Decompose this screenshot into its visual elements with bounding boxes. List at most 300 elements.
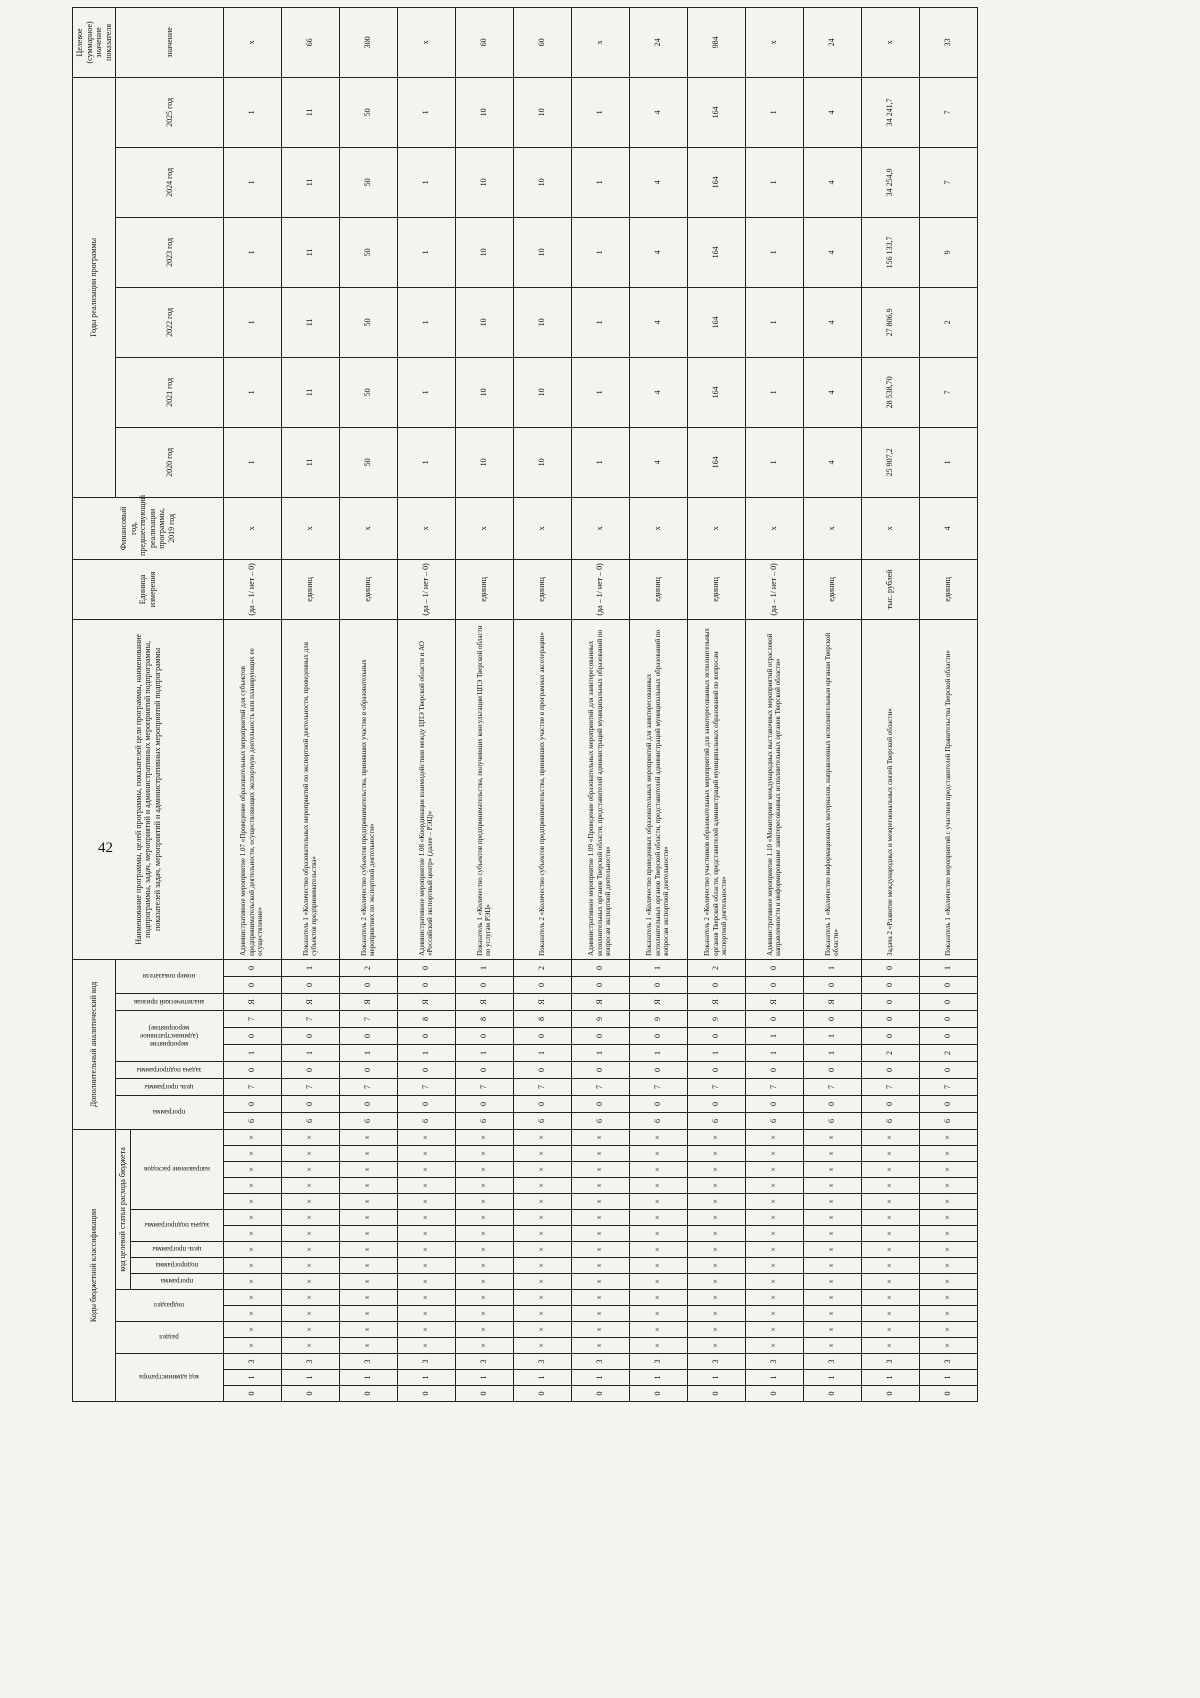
row-base-year-value: x [397, 497, 455, 559]
row-year-value: 10 [455, 357, 513, 427]
kbk-empty-cell: × [513, 1194, 571, 1210]
admin-code-digit: 3 [861, 1354, 919, 1370]
row-name: Административное мероприятие 1.09 «Проведение образовательных мероприятий для заинтересованных исполнительных органов Тверской области, представителей администраций муниципальных образований по вопросам экспортной деятельности» [571, 619, 629, 959]
row-base-year-value: x [513, 497, 571, 559]
dop-code-digit: 0 [339, 976, 397, 993]
dop-code-digit: 0 [745, 1095, 803, 1112]
row-year-value: 10 [455, 427, 513, 497]
dop-code-digit: 0 [629, 1027, 687, 1044]
admin-code-digit: 0 [513, 1386, 571, 1402]
dop-code-digit: 0 [223, 976, 281, 993]
year-2025-header: 2025 год [116, 77, 224, 147]
kbk-empty-cell: × [861, 1210, 919, 1226]
admin-code-digit: 1 [339, 1370, 397, 1386]
table-row [281, 7, 339, 1401]
base-year-header: Финансовый год, предшествующий реализации программы, 2019 год [73, 497, 224, 559]
kbk-empty-cell: × [455, 1178, 513, 1194]
dop-code-digit: 0 [281, 1027, 339, 1044]
dop-code-digit: 0 [629, 1095, 687, 1112]
kbk-empty-cell: × [919, 1146, 977, 1162]
row-year-value: 1 [397, 427, 455, 497]
kbk-empty-cell: × [455, 1290, 513, 1306]
dop-code-digit: Я [745, 993, 803, 1010]
kbk-empty-cell: × [803, 1194, 861, 1210]
kbk-empty-cell: × [397, 1226, 455, 1242]
kbk-empty-cell: × [629, 1194, 687, 1210]
kbk-empty-cell: × [571, 1322, 629, 1338]
kbk-empty-cell: × [281, 1274, 339, 1290]
dop-code-digit: 0 [513, 976, 571, 993]
dop-code-digit: Я [571, 993, 629, 1010]
row-base-year-value: x [339, 497, 397, 559]
dop-programma-header: программа [116, 1095, 224, 1129]
years-title: Годы реализации программы [73, 77, 116, 497]
kbk-empty-cell: × [281, 1306, 339, 1322]
admin-code-digit: 3 [455, 1354, 513, 1370]
admin-code-digit: 0 [861, 1386, 919, 1402]
kbk-empty-cell: × [803, 1129, 861, 1145]
row-unit: тыс. рублей [861, 559, 919, 619]
dop-code-digit: 1 [803, 1027, 861, 1044]
kbk-empty-cell: × [803, 1274, 861, 1290]
kbk-empty-cell: × [513, 1274, 571, 1290]
row-year-value: 164 [687, 217, 745, 287]
kbk-empty-cell: × [687, 1146, 745, 1162]
kbk-empty-cell: × [861, 1274, 919, 1290]
kbk-empty-cell: × [223, 1290, 281, 1306]
row-year-value: 4 [803, 147, 861, 217]
kbk-empty-cell: × [919, 1306, 977, 1322]
admin-code-digit: 0 [223, 1386, 281, 1402]
kbk-empty-cell: × [919, 1242, 977, 1258]
row-year-value: 4 [803, 217, 861, 287]
row-name: Административное мероприятие 1.07 «Проведение образовательных мероприятий для субъектов предпринимательской деятельности, осуществляющих экспортную деятельность или планирующих ее осуществление» [223, 619, 281, 959]
dop-code-digit: 0 [919, 1010, 977, 1027]
dop-code-digit: 0 [455, 976, 513, 993]
kbk-empty-cell: × [281, 1178, 339, 1194]
row-year-value: 50 [339, 77, 397, 147]
kbk-empty-cell: × [223, 1322, 281, 1338]
row-target-value: 984 [687, 7, 745, 77]
kbk-empty-cell: × [803, 1258, 861, 1274]
kbk-empty-cell: × [919, 1178, 977, 1194]
row-year-value: 1 [571, 77, 629, 147]
kbk-empty-cell: × [223, 1194, 281, 1210]
row-name: Показатель 2 «Количество субъектов предпринимательства, принявших участие в программах акселерации» [513, 619, 571, 959]
row-year-value: 10 [455, 287, 513, 357]
nomer-header: номер показателя [116, 959, 224, 993]
kbk-empty-cell: × [281, 1226, 339, 1242]
dop-code-digit: 7 [629, 1078, 687, 1095]
dop-code-digit: 7 [687, 1078, 745, 1095]
row-target-value: 66 [281, 7, 339, 77]
kbk-empty-cell: × [339, 1306, 397, 1322]
row-year-value: 10 [455, 217, 513, 287]
kbk-empty-cell: × [339, 1274, 397, 1290]
dop-code-digit: 0 [223, 959, 281, 976]
dop-code-digit: 9 [571, 1010, 629, 1027]
kbk-empty-cell: × [745, 1210, 803, 1226]
row-year-value: 164 [687, 287, 745, 357]
dop-code-digit: 0 [513, 1095, 571, 1112]
row-year-value: 4 [629, 147, 687, 217]
dop-code-digit: Я [223, 993, 281, 1010]
row-unit: единиц [455, 559, 513, 619]
admin-code-digit: 0 [687, 1386, 745, 1402]
kbk-empty-cell: × [281, 1242, 339, 1258]
kbk-empty-cell: × [919, 1162, 977, 1178]
admin-code-digit: 0 [919, 1386, 977, 1402]
dop-code-digit: 0 [281, 976, 339, 993]
kbk-empty-cell: × [397, 1242, 455, 1258]
podrazdel-header: подраздел [116, 1290, 224, 1322]
kbk-empty-cell: × [397, 1306, 455, 1322]
dop-code-digit: 7 [861, 1078, 919, 1095]
admin-code-digit: 3 [803, 1354, 861, 1370]
dop-code-digit: 0 [803, 1010, 861, 1027]
kbk-empty-cell: × [861, 1129, 919, 1145]
kbk-empty-cell: × [919, 1258, 977, 1274]
kcsr-header: код целевой статьи расхода бюджета [116, 1129, 131, 1289]
row-base-year-value: x [745, 497, 803, 559]
table-row [687, 7, 745, 1401]
dop-code-digit: 1 [281, 1044, 339, 1061]
row-base-year-value: x [629, 497, 687, 559]
admin-code-digit: 0 [339, 1386, 397, 1402]
kbk-empty-cell: × [281, 1258, 339, 1274]
kbk-empty-cell: × [687, 1242, 745, 1258]
row-target-value: 60 [455, 7, 513, 77]
kbk-empty-cell: × [861, 1146, 919, 1162]
dop-code-digit: 0 [861, 1061, 919, 1078]
row-year-value: 10 [513, 287, 571, 357]
kbk-empty-cell: × [919, 1338, 977, 1354]
row-year-value: 4 [803, 427, 861, 497]
dop-code-digit: 0 [687, 1095, 745, 1112]
year-2022-header: 2022 год [116, 287, 224, 357]
kbk-empty-cell: × [455, 1258, 513, 1274]
row-year-value: 1 [397, 77, 455, 147]
dop-code-digit: 7 [513, 1078, 571, 1095]
kbk-empty-cell: × [397, 1258, 455, 1274]
dop-code-digit: 1 [455, 1044, 513, 1061]
razdel-header: раздел [116, 1322, 224, 1354]
row-year-value: 10 [513, 217, 571, 287]
admin-code-digit: 3 [397, 1354, 455, 1370]
row-name: Показатель 1 «Количество субъектов предпринимательства, получивших консультации ЦПЭ Тверской области по услугам РЭЦ» [455, 619, 513, 959]
dop-code-digit: 0 [687, 976, 745, 993]
dop-code-digit: 2 [339, 959, 397, 976]
row-name: Показатель 1 «Количество информационных материалов, направленных исполнительным органам Тверской области» [803, 619, 861, 959]
dop-code-digit: 0 [861, 959, 919, 976]
kbk-empty-cell: × [339, 1226, 397, 1242]
row-year-value: 1 [397, 357, 455, 427]
row-target-value: 300 [339, 7, 397, 77]
row-target-value: 24 [629, 7, 687, 77]
dop-code-digit: 1 [745, 1044, 803, 1061]
kbk-empty-cell: × [745, 1274, 803, 1290]
kbk-empty-cell: × [861, 1306, 919, 1322]
kbk-empty-cell: × [629, 1162, 687, 1178]
kbk-empty-cell: × [571, 1194, 629, 1210]
kbk-empty-cell: × [397, 1322, 455, 1338]
kbk-empty-cell: × [687, 1274, 745, 1290]
kbk-empty-cell: × [687, 1129, 745, 1145]
table-row [455, 7, 513, 1401]
row-year-value: 1 [745, 427, 803, 497]
admin-code-digit: 3 [339, 1354, 397, 1370]
kbk-empty-cell: × [629, 1290, 687, 1306]
dop-code-digit: 2 [513, 959, 571, 976]
dop-code-digit: 1 [455, 959, 513, 976]
kbk-empty-cell: × [745, 1322, 803, 1338]
kbk-empty-cell: × [223, 1242, 281, 1258]
programma-header: программа [130, 1274, 223, 1290]
dop-code-digit: 0 [571, 1027, 629, 1044]
table-row [339, 7, 397, 1401]
kbk-empty-cell: × [281, 1129, 339, 1145]
admin-code-digit: 1 [513, 1370, 571, 1386]
row-unit: единиц [919, 559, 977, 619]
dop-code-digit: 9 [687, 1010, 745, 1027]
row-unit: единиц [513, 559, 571, 619]
row-year-value: 10 [513, 427, 571, 497]
kbk-empty-cell: × [687, 1226, 745, 1242]
row-year-value: 164 [687, 427, 745, 497]
dop-code-digit: 0 [919, 976, 977, 993]
kbk-empty-cell: × [629, 1322, 687, 1338]
dop-code-digit: 0 [919, 993, 977, 1010]
row-base-year-value: x [571, 497, 629, 559]
kbk-empty-cell: × [397, 1274, 455, 1290]
row-year-value: 1 [571, 427, 629, 497]
target-title: Целевое (суммарное) значение показателя [73, 7, 116, 77]
dop-code-digit: 0 [397, 1027, 455, 1044]
row-unit: (да – 1/ нет – 0) [397, 559, 455, 619]
kbk-empty-cell: × [281, 1322, 339, 1338]
admin-code-digit: 3 [513, 1354, 571, 1370]
kbk-empty-cell: × [803, 1162, 861, 1178]
row-year-value: 4 [803, 77, 861, 147]
dop-code-digit: 7 [571, 1078, 629, 1095]
kbk-empty-cell: × [919, 1226, 977, 1242]
row-unit: (да – 1/ нет – 0) [745, 559, 803, 619]
kbk-empty-cell: × [745, 1194, 803, 1210]
kbk-empty-cell: × [397, 1129, 455, 1145]
kbk-empty-cell: × [339, 1178, 397, 1194]
dop-code-digit: 0 [571, 1061, 629, 1078]
dop-code-digit: 0 [919, 1061, 977, 1078]
target-value-header: значение [116, 7, 224, 77]
dop-code-digit: 6 [629, 1112, 687, 1129]
kbk-empty-cell: × [571, 1258, 629, 1274]
dop-code-digit: 0 [803, 1061, 861, 1078]
table-row [513, 7, 571, 1401]
dop-code-digit: 0 [629, 1061, 687, 1078]
kbk-empty-cell: × [687, 1306, 745, 1322]
kbk-empty-cell: × [687, 1258, 745, 1274]
podprogramma-header: подпрограмма [130, 1258, 223, 1274]
row-year-value: 50 [339, 217, 397, 287]
kbk-empty-cell: × [803, 1322, 861, 1338]
kbk-empty-cell: × [281, 1290, 339, 1306]
kbk-empty-cell: × [281, 1210, 339, 1226]
kbk-empty-cell: × [629, 1146, 687, 1162]
kbk-empty-cell: × [687, 1194, 745, 1210]
kbk-empty-cell: × [861, 1194, 919, 1210]
kbk-empty-cell: × [339, 1322, 397, 1338]
kbk-empty-cell: × [687, 1178, 745, 1194]
kbk-empty-cell: × [919, 1210, 977, 1226]
row-year-value: 1 [745, 287, 803, 357]
dop-code-digit: 0 [513, 1027, 571, 1044]
row-year-value: 1 [223, 287, 281, 357]
row-base-year-value: x [455, 497, 513, 559]
dop-code-digit: 0 [803, 976, 861, 993]
kbk-empty-cell: × [629, 1306, 687, 1322]
dop-code-digit: 2 [861, 1044, 919, 1061]
kbk-empty-cell: × [513, 1242, 571, 1258]
admin-code-digit: 0 [629, 1386, 687, 1402]
kbk-empty-cell: × [687, 1322, 745, 1338]
dop-code-digit: 0 [339, 1061, 397, 1078]
kbk-empty-cell: × [745, 1242, 803, 1258]
kbk-empty-cell: × [571, 1306, 629, 1322]
dop-code-digit: 0 [745, 1061, 803, 1078]
dop-code-digit: 1 [919, 959, 977, 976]
dop-code-digit: 0 [861, 1027, 919, 1044]
kbk-empty-cell: × [919, 1129, 977, 1145]
kbk-empty-cell: × [571, 1242, 629, 1258]
dop-code-digit: 7 [223, 1078, 281, 1095]
row-year-value: 10 [513, 147, 571, 217]
row-base-year-value: x [687, 497, 745, 559]
row-name: Административное мероприятие 1.10 «Мониторинг международных выставочных мероприятий отраслевой направленности и информирование заинтересованных исполнительных органов Тверской области» [745, 619, 803, 959]
kbk-empty-cell: × [397, 1162, 455, 1178]
kbk-empty-cell: × [513, 1322, 571, 1338]
row-unit: (да – 1/ нет – 0) [223, 559, 281, 619]
kbk-empty-cell: × [513, 1178, 571, 1194]
dop-code-digit: 0 [223, 1027, 281, 1044]
kbk-empty-cell: × [223, 1258, 281, 1274]
row-year-value: 27 806,9 [861, 287, 919, 357]
kbk-empty-cell: × [223, 1129, 281, 1145]
row-year-value: 11 [281, 427, 339, 497]
admin-code-digit: 3 [919, 1354, 977, 1370]
year-2024-header: 2024 год [116, 147, 224, 217]
row-name: Показатель 1 «Количество образовательных мероприятий по экспортной деятельности, проведенных для субъектов предпринимательства» [281, 619, 339, 959]
dop-code-digit: 7 [339, 1078, 397, 1095]
dop-code-digit: 8 [513, 1010, 571, 1027]
dop-code-digit: 0 [629, 976, 687, 993]
row-year-value: 4 [629, 217, 687, 287]
row-year-value: 1 [223, 77, 281, 147]
dop-code-digit: 0 [687, 1061, 745, 1078]
admin-code-digit: 1 [281, 1370, 339, 1386]
row-year-value: 4 [629, 77, 687, 147]
row-year-value: 1 [571, 217, 629, 287]
row-unit: единиц [339, 559, 397, 619]
row-year-value: 1 [745, 217, 803, 287]
kbk-empty-cell: × [745, 1338, 803, 1354]
kbk-empty-cell: × [571, 1210, 629, 1226]
admin-code-digit: 3 [745, 1354, 803, 1370]
zadacha-podprogrammy-header: задача подпрограммы [130, 1210, 223, 1242]
dop-code-digit: 0 [223, 1061, 281, 1078]
row-base-year-value: x [861, 497, 919, 559]
dop-code-digit: 1 [397, 1044, 455, 1061]
dop-code-digit: Я [513, 993, 571, 1010]
year-2020-header: 2020 год [116, 427, 224, 497]
dop-cel-header: цель программы [116, 1078, 224, 1095]
row-target-value: 24 [803, 7, 861, 77]
kbk-empty-cell: × [919, 1194, 977, 1210]
row-unit: (да – 1/ нет – 0) [571, 559, 629, 619]
row-year-value: 7 [919, 357, 977, 427]
dop-code-digit: 8 [455, 1010, 513, 1027]
kbk-empty-cell: × [803, 1242, 861, 1258]
dop-code-digit: 7 [223, 1010, 281, 1027]
kbk-empty-cell: × [571, 1226, 629, 1242]
dop-code-digit: 0 [745, 976, 803, 993]
kbk-empty-cell: × [339, 1242, 397, 1258]
kbk-empty-cell: × [745, 1162, 803, 1178]
row-unit: единиц [629, 559, 687, 619]
row-year-value: 25 907,2 [861, 427, 919, 497]
dop-zadacha-header: задача подпрограммы [116, 1061, 224, 1078]
dop-code-digit: Я [687, 993, 745, 1010]
kbk-empty-cell: × [455, 1146, 513, 1162]
row-year-value: 7 [919, 77, 977, 147]
row-year-value: 1 [223, 147, 281, 217]
kbk-empty-cell: × [339, 1146, 397, 1162]
row-year-value: 11 [281, 77, 339, 147]
row-year-value: 1 [223, 427, 281, 497]
row-year-value: 11 [281, 287, 339, 357]
dop-code-digit: 0 [861, 1095, 919, 1112]
row-target-value: 60 [513, 7, 571, 77]
admin-code-digit: 3 [571, 1354, 629, 1370]
row-unit: единиц [281, 559, 339, 619]
dop-code-digit: Я [455, 993, 513, 1010]
dop-code-title: Дополнительный аналитический код [73, 959, 116, 1129]
kbk-empty-cell: × [803, 1146, 861, 1162]
kbk-empty-cell: × [339, 1162, 397, 1178]
kbk-empty-cell: × [223, 1338, 281, 1354]
kbk-empty-cell: × [803, 1210, 861, 1226]
admin-code-digit: 0 [803, 1386, 861, 1402]
kbk-empty-cell: × [687, 1210, 745, 1226]
row-name: Показатель 1 «Количество мероприятий с участием представителей Правительства Тверской области» [919, 619, 977, 959]
dop-code-digit: 0 [339, 1095, 397, 1112]
kbk-empty-cell: × [397, 1146, 455, 1162]
admin-code-digit: 1 [745, 1370, 803, 1386]
kbk-empty-cell: × [861, 1322, 919, 1338]
dop-code-digit: 0 [861, 1010, 919, 1027]
kbk-empty-cell: × [861, 1162, 919, 1178]
kbk-empty-cell: × [861, 1338, 919, 1354]
kbk-empty-cell: × [513, 1210, 571, 1226]
admin-code-digit: 3 [687, 1354, 745, 1370]
kbk-empty-cell: × [571, 1162, 629, 1178]
dop-code-digit: 0 [281, 1061, 339, 1078]
kbk-empty-cell: × [861, 1242, 919, 1258]
kbk-empty-cell: × [687, 1338, 745, 1354]
kbk-empty-cell: × [455, 1338, 513, 1354]
row-year-value: 34 254,9 [861, 147, 919, 217]
admin-code-digit: 3 [223, 1354, 281, 1370]
dop-code-digit: 9 [629, 1010, 687, 1027]
